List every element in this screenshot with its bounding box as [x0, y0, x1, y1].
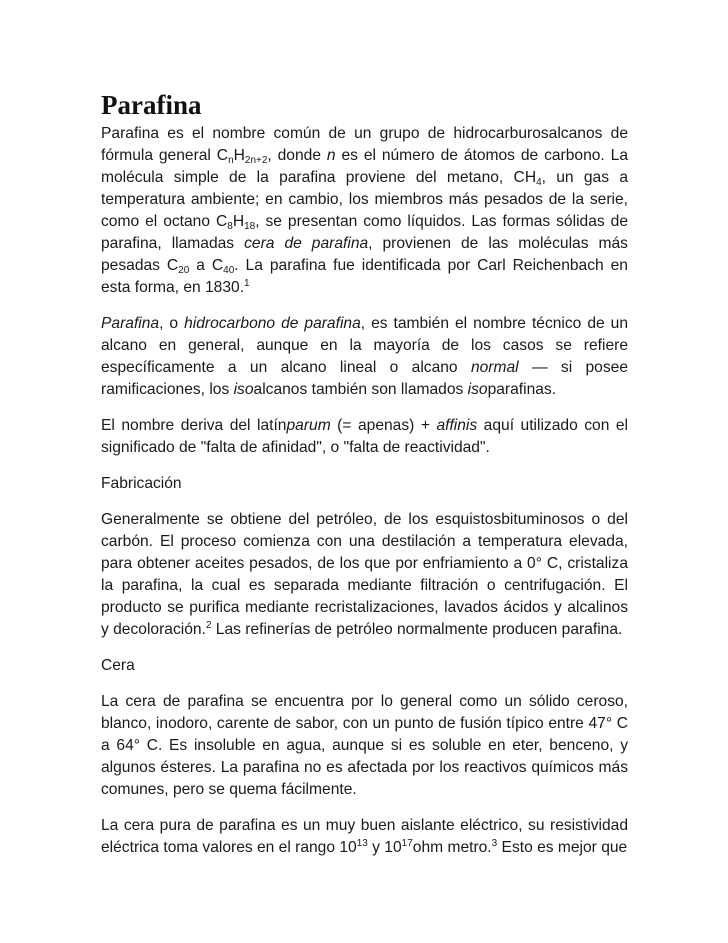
paragraph-etymology [101, 415, 628, 459]
footnote-ref[interactable]: 1 [244, 278, 250, 289]
document-body [101, 90, 628, 859]
paragraph-fabricacion [101, 509, 628, 641]
italic-text: parum [286, 417, 331, 434]
italic-text: n [326, 147, 336, 164]
text-run: H [233, 147, 245, 164]
italic-text: affinis [436, 417, 478, 434]
text-run: . La parafina fue identificada por Carl Reichenbach en esta forma, en 1830. [101, 257, 628, 296]
text-run: Parafina es el nombre común de un grupo de hidrocarburosalcanos de fórmula general C [101, 125, 628, 164]
subscript: 40 [223, 265, 235, 276]
text-run: (= apenas) + [330, 417, 437, 434]
document-title: Parafina [101, 90, 202, 120]
paragraph-aislante [101, 815, 628, 859]
subscript: 20 [178, 265, 190, 276]
section-heading-cera: Cera [101, 657, 135, 674]
subscript: 8 [227, 221, 233, 232]
text-run: Esto es mejor que [497, 839, 628, 856]
text-run: H [232, 213, 245, 230]
text-run: La cera pura de parafina es un muy buen aislante eléctrico, su resistividad eléctrica toma valores en el rango 10 [101, 817, 628, 856]
paragraph-definition [101, 313, 628, 401]
text-run: , es también el nombre técnico de un alcano en general, aunque en la mayoría de los casos se refiere específicamente a un alcano lineal o alcano [101, 315, 628, 376]
superscript: 17 [401, 838, 413, 849]
text-run: ohm metro. [412, 839, 492, 856]
subscript: n [228, 155, 234, 166]
italic-text: iso [233, 381, 254, 398]
text-run: , donde [267, 147, 327, 164]
text-run: y 10 [367, 839, 402, 856]
text-run: a C [189, 257, 224, 274]
section-heading-fabricacion: Fabricación [101, 475, 182, 492]
text-run: aquí utilizado con el significado de "falta de afinidad", o "falta de reactividad". [101, 417, 629, 456]
footnote-ref[interactable]: 2 [205, 620, 212, 631]
subscript: 18 [244, 221, 256, 232]
text-run: , o [159, 315, 185, 332]
text-run: , un gas a temperatura ambiente; en cambio, los miembros más pesados de la serie, como el octano C [101, 169, 628, 230]
paragraph-cera: La cera de parafina se encuentra por lo general como un sólido ceroso, blanco, inodoro, carente de sabor, con un punto de fusión típico entre 47° C a 64° C. Es insoluble en agua, aunque si es soluble en eter, benceno, y algunos ésteres. La parafina no es afectada por los reactivos químicos más comunes, pero se quema fácilmente. [101, 693, 628, 798]
text-run: Las refinerías de petróleo normalmente producen parafina. [211, 621, 623, 638]
text-run: alcanos también son llamados [253, 381, 468, 398]
text-run: Generalmente se obtiene del petróleo, de los esquistosbituminosos o del carbón. El proceso comienza con una destilación a temperatura elevada, para obtener aceites pesados, de los que por enfriamiento a 0° C, cristaliza la parafina, la cual es separada mediante filtración o centrifugación. El producto se purifica mediante recristalizaciones, lavados ácidos y alcalinos y decoloración. [101, 511, 628, 638]
text-run: , se presentan como líquidos. Las formas sólidas de parafina, llamadas [101, 213, 628, 252]
italic-text: cera de parafina [244, 235, 369, 252]
footnote-ref[interactable]: 3 [491, 838, 498, 849]
subscript: 4 [536, 177, 542, 188]
subscript: 2n+2 [244, 155, 268, 166]
text-run: es el número de átomos de carbono. La molécula simple de la parafina proviene del metano, CH [101, 147, 628, 186]
italic-text: iso [467, 381, 488, 398]
text-run: El nombre deriva del latín [101, 417, 287, 434]
italic-text: normal [470, 359, 519, 376]
italic-text: Parafina [101, 315, 160, 332]
italic-text: hidrocarbono de parafina [184, 315, 361, 332]
superscript: 13 [356, 838, 368, 849]
text-run: parafinas. [487, 381, 557, 398]
text-run: , provienen de las moléculas más pesadas C [101, 235, 628, 274]
paragraph-intro [101, 123, 628, 299]
text-run: — si posee ramificaciones, los [101, 359, 628, 398]
